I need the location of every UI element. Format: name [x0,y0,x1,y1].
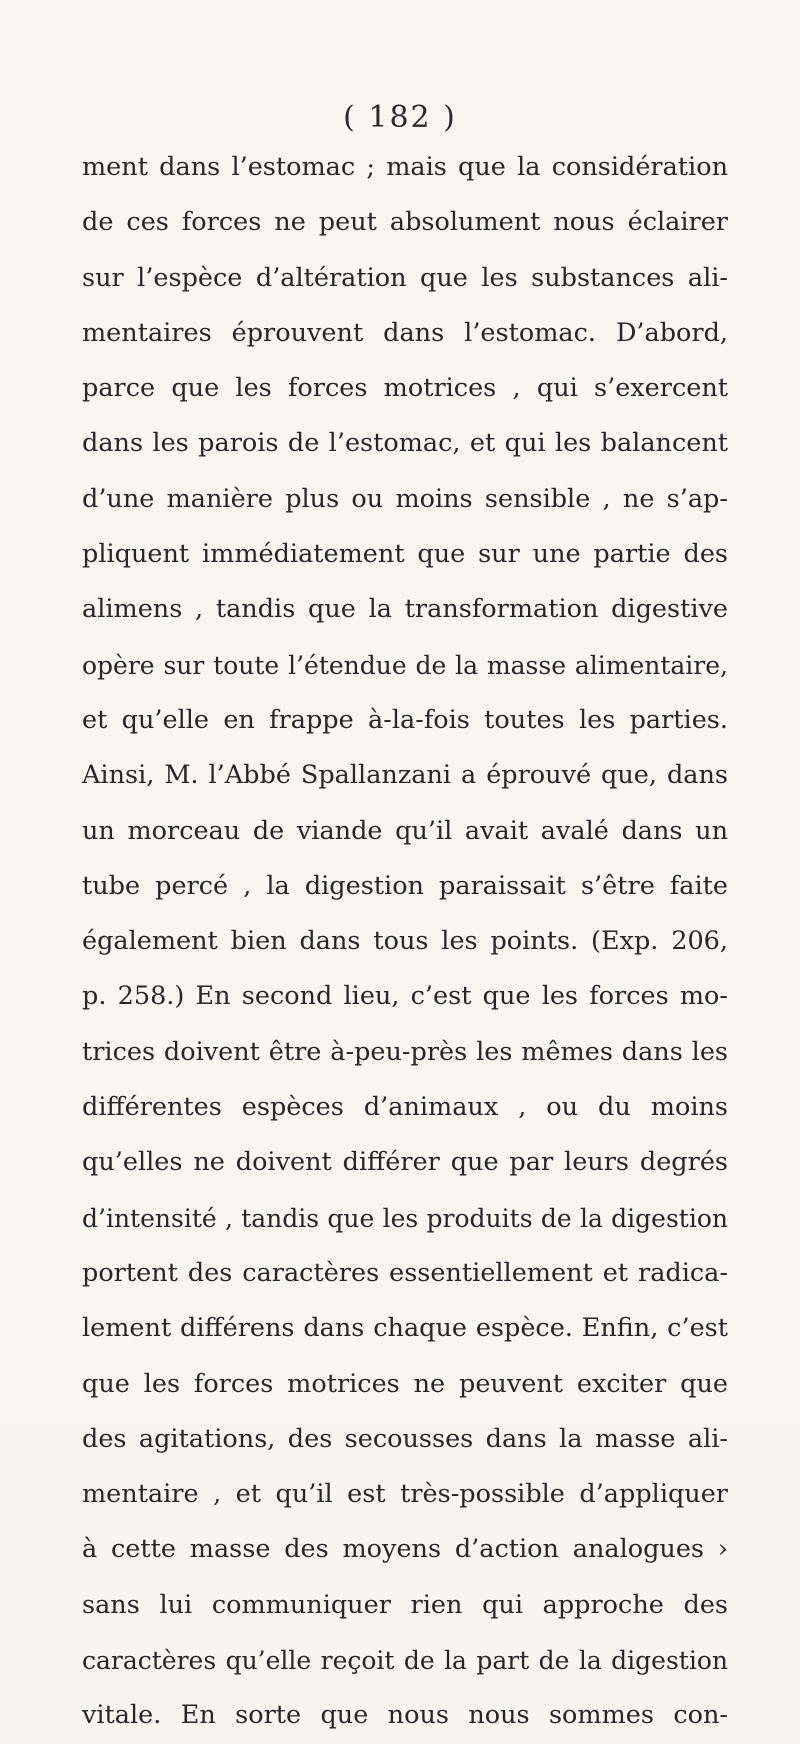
text-line: alimens , tandis que la transformation digestive [82,594,728,625]
text-line: tube percé , la digestion paraissait s’être faite [82,870,728,901]
text-line: d’une manière plus ou moins sensible , ne s’ap- [82,483,728,514]
text-line: lement différens dans chaque espèce. Enfin, c’est [82,1313,728,1344]
text-line: différentes espèces d’animaux , ou du moins [82,1092,728,1123]
text-line: que les forces motrices ne peuvent exciter que [82,1368,728,1399]
text-line: Ainsi, M. l’Abbé Spallanzani a éprouvé que, dans [82,760,728,791]
text-line: p. 258.) En second lieu, c’est que les forces mo- [82,981,728,1012]
text-line: sans lui communiquer rien qui approche des [82,1589,728,1620]
text-line: mentaires éprouvent dans l’estomac. D’abord, [82,317,728,348]
text-line: de ces forces ne peut absolument nous éclairer [82,207,728,238]
text-line: pliquent immédiatement que sur une partie des [82,539,728,570]
text-line: parce que les forces motrices , qui s’exercent [82,373,728,404]
text-line: portent des caractères essentiellement et radica- [82,1257,728,1288]
page-number: ( 182 ) [343,100,457,135]
body-text [82,140,728,1744]
text-line: mentaire , et qu’il est très-possible d’appliquer [82,1479,728,1510]
text-line: un morceau de viande qu’il avait avalé dans un [82,815,728,846]
text-line: ment dans l’estomac ; mais que la considération [82,152,728,182]
text-line: qu’elles ne doivent différer que par leurs degrés [82,1147,728,1178]
text-line: trices doivent être à-peu-près les mêmes dans les [82,1036,728,1067]
text-line: caractères qu’elle reçoit de la part de la digestion [82,1646,728,1676]
text-line: opère sur toute l’étendue de la masse alimentaire, [82,650,728,680]
text-line: dans les parois de l’estomac, et qui les balancent [82,428,728,459]
text-line: d’intensité , tandis que les produits de la digestion [82,1203,728,1233]
text-line: sur l’espèce d’altération que les substances ali- [82,262,728,293]
text-line: à cette masse des moyens d’action analogues › [82,1534,728,1565]
text-line: également bien dans tous les points. (Exp. 206, [82,926,728,957]
text-line: et qu’elle en frappe à-la-fois toutes les parties. [82,704,728,735]
text-line: des agitations, des secousses dans la masse ali- [82,1423,728,1454]
text-line: vitale. En sorte que nous nous sommes con- [82,1700,728,1731]
